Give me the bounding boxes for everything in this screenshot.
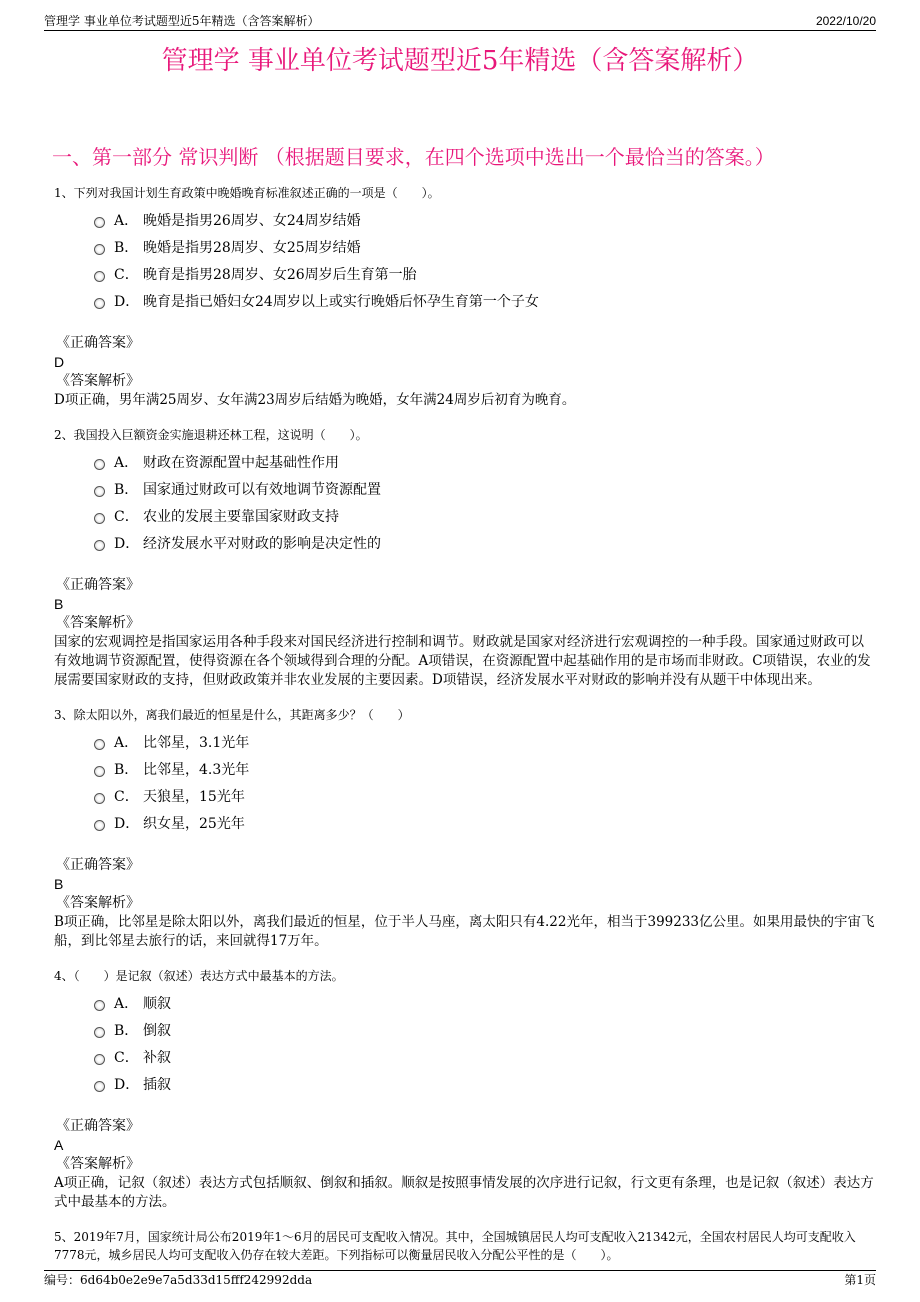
analysis-text: D项正确，男年满25周岁、女年满23周岁后结婚为晚婚，女年满24周岁后初育为晚育。 bbox=[54, 392, 576, 408]
option-letter: C． bbox=[114, 789, 139, 805]
answer-block bbox=[54, 856, 876, 951]
radio-icon[interactable] bbox=[94, 1000, 105, 1011]
option-b[interactable] bbox=[54, 235, 876, 262]
option-letter: A． bbox=[114, 996, 139, 1012]
option-letter: B． bbox=[114, 240, 139, 256]
option-b[interactable] bbox=[54, 757, 876, 784]
radio-icon[interactable] bbox=[94, 486, 105, 497]
option-c[interactable] bbox=[54, 504, 876, 531]
option-text: 倒叙 bbox=[143, 1023, 171, 1039]
option-a[interactable] bbox=[54, 991, 876, 1018]
page-number: 第1页 bbox=[844, 1273, 876, 1287]
question-text: 2、我国投入巨额资金实施退耕还林工程，这说明（ ）。 bbox=[54, 428, 368, 442]
correct-answer-label: 《正确答案》 bbox=[56, 857, 140, 873]
radio-icon[interactable] bbox=[94, 1054, 105, 1065]
radio-icon[interactable] bbox=[94, 513, 105, 524]
option-letter: D． bbox=[114, 294, 140, 310]
analysis-text: 国家的宏观调控是指国家运用各种手段来对国民经济进行控制和调节。财政就是国家对经济进行宏观调控的一种手段。国家通过财政可以有效地调节资源配置，使得资源在各个领域得到合理的分配。A项错误，在资源配置中起基础作用的是市场而非财政。C项错误，农业的发展需要国家财政的支持，但财政政策并非农业发展的主要因素。D项错误，经济发展水平对财政的影响并没有从题干中体现出来。 bbox=[54, 634, 871, 688]
radio-icon[interactable] bbox=[94, 820, 105, 831]
radio-icon[interactable] bbox=[94, 459, 105, 470]
option-letter: B． bbox=[114, 762, 139, 778]
option-text: 国家通过财政可以有效地调节资源配置 bbox=[143, 482, 381, 498]
analysis-label: 《答案解析》 bbox=[56, 895, 140, 911]
document-code: 编号：6d64b0e2e9e7a5d33d15fff242992dda bbox=[44, 1273, 313, 1287]
option-c[interactable] bbox=[54, 1045, 876, 1072]
option-text: 晚婚是指男28周岁、女25周岁结婚 bbox=[143, 240, 361, 256]
radio-icon[interactable] bbox=[94, 766, 105, 777]
option-a[interactable] bbox=[54, 450, 876, 477]
radio-icon[interactable] bbox=[94, 244, 105, 255]
analysis-text: B项正确，比邻星是除太阳以外，离我们最近的恒星，位于半人马座，离太阳只有4.22光年，相当于399233亿公里。如果用最快的宇宙飞船，到比邻星去旅行的话，来回就得17万年。 bbox=[54, 914, 875, 949]
radio-icon[interactable] bbox=[94, 217, 105, 228]
radio-icon[interactable] bbox=[94, 739, 105, 750]
option-text: 比邻星，3.1光年 bbox=[143, 735, 250, 751]
analysis-label: 《答案解析》 bbox=[56, 1156, 140, 1172]
analysis-text: A项正确，记叙（叙述）表达方式包括顺叙、倒叙和插叙。顺叙是按照事情发展的次序进行记叙，行文更有条理，也是记叙（叙述）表达方式中最基本的方法。 bbox=[54, 1175, 874, 1210]
correct-answer: B bbox=[54, 876, 64, 892]
option-text: 晚育是指男28周岁、女26周岁后生育第一胎 bbox=[143, 267, 417, 283]
option-text: 天狼星，15光年 bbox=[143, 789, 245, 805]
question-5 bbox=[54, 1228, 876, 1264]
question-2 bbox=[54, 426, 876, 690]
option-letter: A． bbox=[114, 455, 139, 471]
option-b[interactable] bbox=[54, 477, 876, 504]
option-text: 比邻星，4.3光年 bbox=[143, 762, 250, 778]
question-text: 5、2019年7月，国家统计局公布2019年1～6月的居民可支配收入情况。其中，全国城镇居民人均可支配收入21342元，全国农村居民人均可支配收入7778元，城乡居民人均可支配收入仍存在较大差距。下列指标可以衡量居民收入分配公平性的是（ ）。 bbox=[54, 1230, 856, 1262]
option-text: 织女星，25光年 bbox=[143, 816, 245, 832]
question-text: 4、（ ）是记叙（叙述）表达方式中最基本的方法。 bbox=[54, 969, 344, 983]
question-3 bbox=[54, 706, 876, 951]
option-text: 晚育是指已婚妇女24周岁以上或实行晚婚后怀孕生育第一个子女 bbox=[143, 294, 539, 310]
option-letter: B． bbox=[114, 1023, 139, 1039]
option-letter: C． bbox=[114, 267, 139, 283]
radio-icon[interactable] bbox=[94, 298, 105, 309]
option-d[interactable] bbox=[54, 811, 876, 838]
answer-block bbox=[54, 1117, 876, 1212]
option-letter: C． bbox=[114, 1050, 139, 1066]
answer-block bbox=[54, 576, 876, 690]
question-1 bbox=[54, 184, 876, 410]
question-list bbox=[54, 184, 876, 1270]
header-date: 2022/10/20 bbox=[815, 14, 876, 28]
option-text: 经济发展水平对财政的影响是决定性的 bbox=[143, 536, 381, 552]
header-doc-title: 管理学 事业单位考试题型近5年精选（含答案解析） bbox=[44, 14, 320, 28]
option-letter: B． bbox=[114, 482, 139, 498]
option-letter: D． bbox=[114, 1077, 140, 1093]
option-letter: A． bbox=[114, 213, 139, 229]
section-heading: 一、第一部分 常识判断 （根据题目要求，在四个选项中选出一个最恰当的答案。） bbox=[52, 145, 775, 169]
option-text: 农业的发展主要靠国家财政支持 bbox=[143, 509, 339, 525]
option-letter: C． bbox=[114, 509, 139, 525]
radio-icon[interactable] bbox=[94, 793, 105, 804]
question-text: 1、下列对我国计划生育政策中晚婚晚育标准叙述正确的一项是（ ）。 bbox=[54, 186, 440, 200]
option-a[interactable] bbox=[54, 730, 876, 757]
question-4 bbox=[54, 967, 876, 1212]
radio-icon[interactable] bbox=[94, 271, 105, 282]
option-text: 补叙 bbox=[143, 1050, 171, 1066]
page-footer bbox=[44, 1270, 876, 1287]
option-letter: A． bbox=[114, 735, 139, 751]
correct-answer: A bbox=[54, 1137, 64, 1153]
option-c[interactable] bbox=[54, 784, 876, 811]
option-d[interactable] bbox=[54, 531, 876, 558]
option-text: 财政在资源配置中起基础性作用 bbox=[143, 455, 339, 471]
option-letter: D． bbox=[114, 536, 140, 552]
option-text: 插叙 bbox=[143, 1077, 171, 1093]
option-d[interactable] bbox=[54, 1072, 876, 1099]
question-text: 3、除太阳以外，离我们最近的恒星是什么，其距离多少？（ ） bbox=[54, 708, 410, 722]
radio-icon[interactable] bbox=[94, 1027, 105, 1038]
correct-answer: D bbox=[54, 354, 65, 370]
option-d[interactable] bbox=[54, 289, 876, 316]
analysis-label: 《答案解析》 bbox=[56, 615, 140, 631]
correct-answer-label: 《正确答案》 bbox=[56, 1118, 140, 1134]
radio-icon[interactable] bbox=[94, 540, 105, 551]
option-c[interactable] bbox=[54, 262, 876, 289]
option-letter: D． bbox=[114, 816, 140, 832]
option-a[interactable] bbox=[54, 208, 876, 235]
correct-answer: B bbox=[54, 596, 64, 612]
document-title: 管理学 事业单位考试题型近5年精选（含答案解析） bbox=[161, 46, 759, 76]
option-b[interactable] bbox=[54, 1018, 876, 1045]
option-text: 顺叙 bbox=[143, 996, 171, 1012]
radio-icon[interactable] bbox=[94, 1081, 105, 1092]
answer-block bbox=[54, 334, 876, 410]
option-text: 晚婚是指男26周岁、女24周岁结婚 bbox=[143, 213, 361, 229]
correct-answer-label: 《正确答案》 bbox=[56, 577, 140, 593]
page-header bbox=[44, 12, 876, 31]
correct-answer-label: 《正确答案》 bbox=[56, 335, 140, 351]
analysis-label: 《答案解析》 bbox=[56, 373, 140, 389]
